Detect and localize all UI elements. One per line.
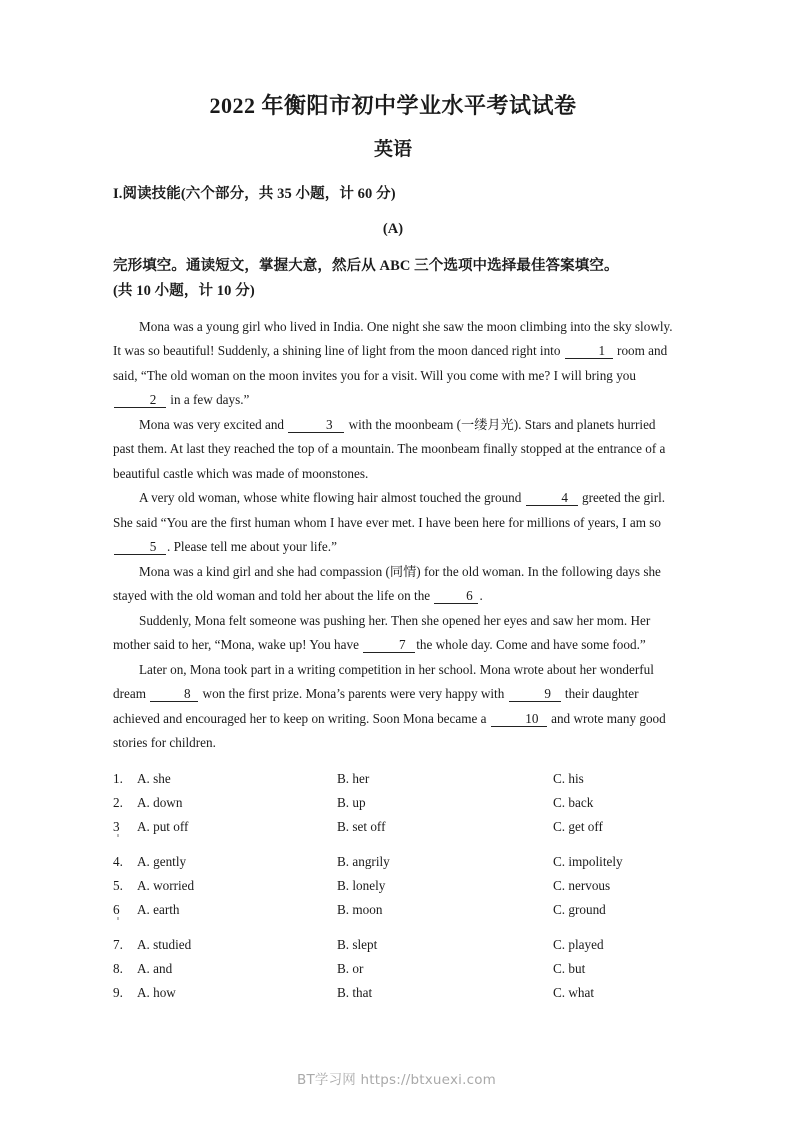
passage-text: . — [479, 588, 483, 604]
option-choice-a[interactable]: A. down — [137, 795, 183, 811]
directions — [113, 236, 673, 304]
option-group-spacer — [113, 923, 673, 933]
option-choice-b[interactable]: B. lonely — [337, 878, 386, 894]
directions-line-2: (共 10 小题，计 10 分) — [113, 282, 255, 299]
passage-text: Mona was very excited and — [139, 416, 288, 432]
blank-4[interactable]: 4 — [526, 490, 578, 506]
passage-paragraph — [113, 560, 673, 609]
option-row — [113, 815, 673, 839]
passage-text: room and said, “The old woman on the moon invites you for a visit. Will you come with me? I will bring you — [113, 343, 668, 383]
passage-text: the whole day. Come and have some food.” — [416, 637, 646, 653]
option-row — [113, 898, 673, 922]
option-choice-c[interactable]: C. back — [553, 795, 594, 811]
option-choice-c[interactable]: C. get off — [553, 819, 603, 835]
passage-text: Later on, Mona took part in a writing competition in her school. Mona wrote about her wonderful dream — [113, 661, 654, 702]
option-row — [113, 850, 673, 874]
blank-3[interactable]: 3 — [288, 417, 344, 433]
option-row — [113, 957, 673, 981]
option-number: 4. — [113, 853, 123, 869]
option-choice-c[interactable]: C. played — [553, 936, 604, 952]
option-choice-c[interactable]: C. nervous — [553, 878, 611, 894]
blank-9[interactable]: 9 — [509, 686, 561, 702]
passage-text: and wrote many good stories for children. — [113, 710, 666, 751]
option-choice-b[interactable]: B. set off — [337, 819, 386, 835]
blank-7[interactable]: 7 — [363, 637, 415, 653]
passage-paragraph — [113, 658, 673, 756]
passage-paragraph — [113, 486, 673, 560]
blank-2[interactable]: 2 — [114, 392, 166, 408]
section-heading: I.阅读技能(六个部分，共 35 小题，计 60 分) — [113, 186, 396, 202]
passage-text: in a few days.” — [167, 392, 250, 408]
option-choice-a[interactable]: A. gently — [137, 853, 187, 869]
directions-line-1: 完形填空。通读短文，掌握大意，然后从 ABC 三个选项中选择最佳答案填空。 — [113, 258, 619, 274]
option-number: 8. — [113, 960, 123, 976]
option-choice-b[interactable]: B. slept — [337, 936, 378, 952]
subject-title: 英语 — [373, 139, 412, 160]
option-choice-b[interactable]: B. or — [337, 960, 364, 976]
option-choice-b[interactable]: B. angrily — [337, 853, 390, 869]
passage-text: with the moonbeam (一缕月光). Stars and planets hurried past them. At last they reached the top of a mountain. The moonbeam finally stopped at the entrance of a beautiful castle which was made of moonstones. — [113, 416, 666, 481]
option-choice-c[interactable]: C. impolitely — [553, 853, 623, 869]
option-choice-c[interactable]: C. ground — [553, 902, 606, 918]
cloze-passage — [113, 304, 673, 756]
option-choice-a[interactable]: A. she — [137, 770, 171, 786]
document-content — [113, 0, 673, 1006]
answer-options-list — [113, 756, 673, 1006]
option-row — [113, 767, 673, 791]
page-title: 2022 年衡阳市初中学业水平考试试卷 — [209, 93, 577, 118]
passage-text: Suddenly, Mona felt someone was pushing her. Then she opened her eyes and saw her mom. Her mother said to her, “Mona, wake up! You have — [113, 612, 651, 653]
option-choice-b[interactable]: B. that — [337, 985, 373, 1001]
option-choice-a[interactable]: A. put off — [137, 819, 189, 835]
option-number: 5. — [113, 878, 123, 894]
passage-text: Mona was a kind girl and she had compassion (同情) for the old woman. In the following days she stayed with the old woman and told her about the life on the — [113, 563, 661, 604]
blank-1[interactable]: 1 — [565, 343, 613, 359]
option-choice-a[interactable]: A. and — [137, 960, 173, 976]
blank-8[interactable]: 8 — [150, 686, 198, 702]
option-choice-c[interactable]: C. his — [553, 770, 584, 786]
option-choice-a[interactable]: A. worried — [137, 878, 195, 894]
option-number: 2. — [113, 795, 123, 811]
option-choice-a[interactable]: A. studied — [137, 936, 192, 952]
footer-watermark: BT学习网 https://btxuexi.com — [296, 1072, 497, 1088]
passage-paragraph — [113, 315, 673, 413]
passage-text: their daughter achieved and encouraged her to keep on writing. Soon Mona became a — [113, 686, 639, 726]
option-number: 7. — [113, 936, 123, 952]
option-choice-a[interactable]: A. earth — [137, 902, 180, 918]
blank-10[interactable]: 10 — [491, 711, 547, 727]
option-choice-b[interactable]: B. moon — [337, 902, 383, 918]
option-choice-b[interactable]: B. up — [337, 795, 366, 811]
passage-text: greeted the girl. She said “You are the first human whom I have ever met. I have been here for millions of years, I am so — [113, 490, 666, 530]
passage-text: A very old woman, whose white flowing hair almost touched the ground — [139, 490, 525, 506]
part-label: (A) — [382, 220, 404, 237]
passage-text: won the first prize. Mona’s parents were very happy with — [199, 686, 508, 702]
passage-paragraph — [113, 413, 673, 487]
passage-paragraph — [113, 609, 673, 658]
option-row — [113, 933, 673, 957]
option-row — [113, 791, 673, 815]
option-choice-a[interactable]: A. how — [137, 985, 176, 1001]
option-choice-c[interactable]: C. but — [553, 960, 586, 976]
option-number: 3 — [113, 815, 139, 839]
option-number: 9. — [113, 985, 123, 1001]
blank-6[interactable]: 6 — [434, 588, 478, 604]
option-group-spacer — [113, 840, 673, 850]
option-row — [113, 874, 673, 898]
blank-5[interactable]: 5 — [114, 539, 166, 555]
option-number: 1. — [113, 770, 123, 786]
option-choice-c[interactable]: C. what — [553, 985, 595, 1001]
option-number: 6 — [113, 898, 139, 922]
option-choice-b[interactable]: B. her — [337, 770, 370, 786]
option-row — [113, 981, 673, 1005]
passage-text: Mona was a young girl who lived in India. One night she saw the moon climbing into the sky slowly. It was so beautiful! Suddenly, a shining line of light from the moon danced right into — [113, 318, 673, 359]
passage-text: . Please tell me about your life.” — [167, 539, 337, 555]
